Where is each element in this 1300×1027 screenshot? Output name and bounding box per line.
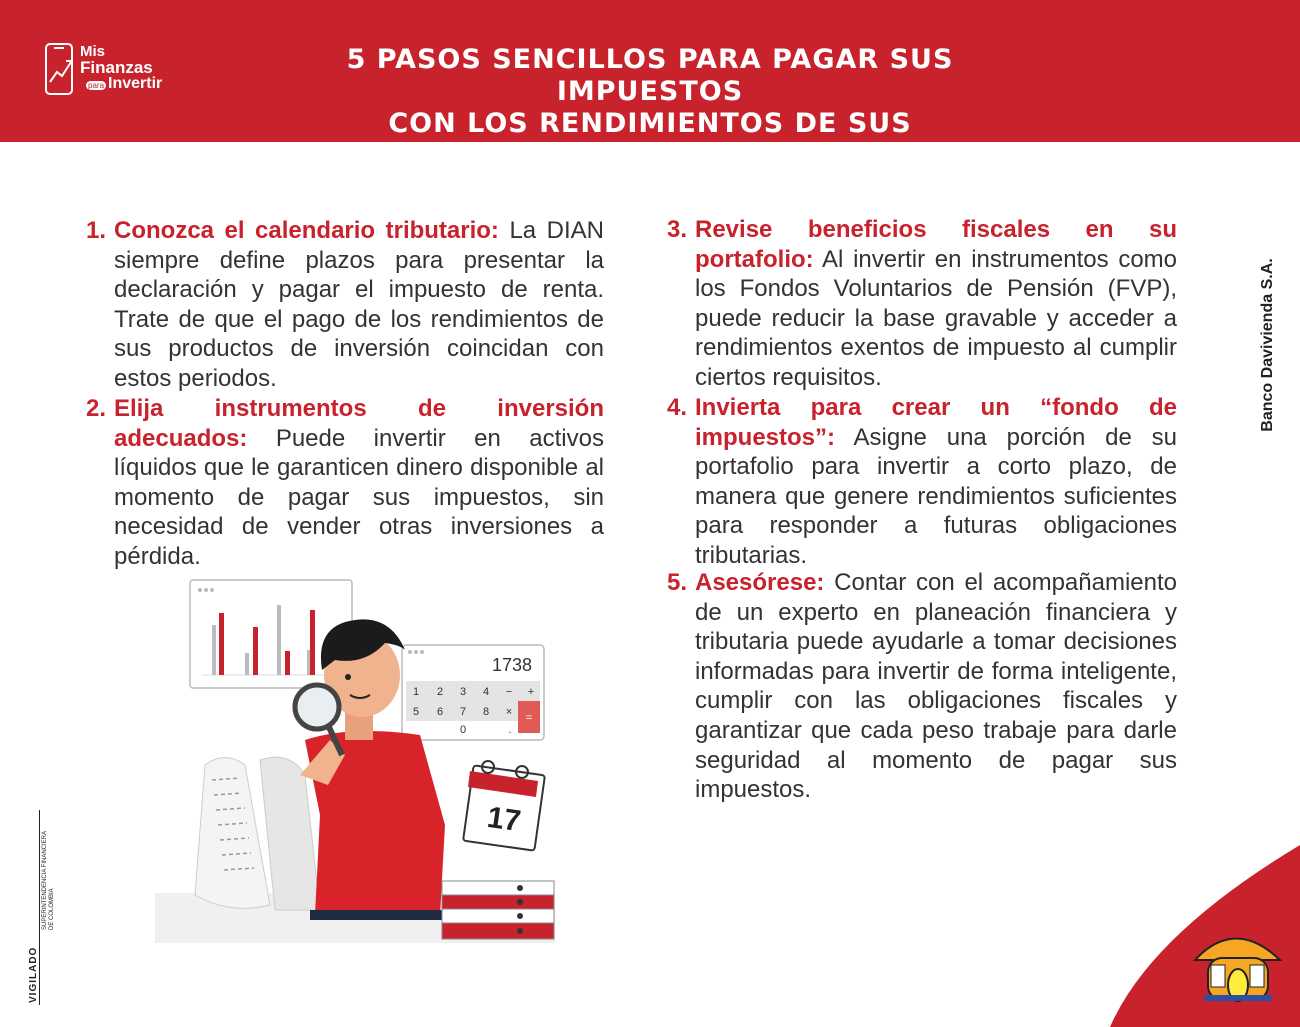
logo-line-2: Finanzas bbox=[80, 58, 153, 77]
receipt-paper bbox=[195, 757, 320, 910]
header-banner bbox=[0, 0, 1300, 171]
calc-key: 7 bbox=[459, 706, 467, 718]
mis-finanzas-logo[interactable] bbox=[44, 42, 184, 102]
step-number: 5. bbox=[667, 569, 688, 596]
tax-illustration bbox=[150, 575, 570, 945]
bank-name: Banco Davivienda S.A. bbox=[1259, 258, 1276, 432]
step-body: Puede invertir en activos líquidos que le garanticen dinero disponible al momento de pagar sus impuestos, sin necesidad de vender otras inversiones a pérdida. bbox=[114, 424, 604, 570]
page-title bbox=[300, 44, 1000, 172]
calc-key: + bbox=[527, 686, 535, 698]
superintendencia-line-1: SUPERINTENDENCIA FINANCIERA bbox=[42, 830, 48, 930]
logo-line-1: Mis bbox=[80, 43, 106, 60]
calc-key: 3 bbox=[459, 686, 467, 698]
bank-name-vertical bbox=[1258, 250, 1278, 440]
step-body: La DIAN siempre define plazos para presentar la declaración y pagar el impuesto de renta. Trate de que el pago de los rendimientos de sus productos de inversión coincidan con estos periodos. bbox=[114, 217, 604, 392]
calc-key: 0 bbox=[459, 724, 467, 736]
step-heading: Asesórese: bbox=[695, 569, 825, 596]
step-body: Al invertir en instrumentos como los Fondos Voluntarios de Pensión (FVP), puede reducir la base gravable y acceder a rendimientos exentos de impuesto al cumplir ciertos requisitos. bbox=[695, 245, 1177, 391]
step-4 bbox=[667, 393, 1177, 571]
calendar-day: 17 bbox=[485, 800, 523, 839]
calc-key: 2 bbox=[436, 686, 444, 698]
calc-key: 8 bbox=[482, 706, 490, 718]
vigilado-divider bbox=[39, 810, 40, 1005]
calc-key: 5 bbox=[412, 706, 420, 718]
step-3 bbox=[667, 215, 1177, 393]
calc-key: . bbox=[508, 724, 512, 736]
step-number: 3. bbox=[667, 216, 688, 243]
calc-key: 6 bbox=[436, 706, 444, 718]
step-body: Contar con el acompañamiento de un experto en planeación financiera y tributaria puede ayudarle a tomar decisiones informadas para invertir de forma inteligente, cumplir con las obligaciones fiscales y garantizar que cada peso trabaje para darle seguridad al momento de pagar sus impuestos. bbox=[695, 569, 1177, 804]
superintendencia-line-2: DE COLOMBIA bbox=[49, 888, 55, 930]
calculator bbox=[402, 645, 544, 740]
calc-key: 4 bbox=[482, 686, 490, 698]
step-heading: Elija instrumentos de inversión adecuados: bbox=[114, 395, 604, 452]
vigilado-seal bbox=[20, 810, 56, 1005]
step-number: 1. bbox=[86, 217, 107, 244]
binder-stack bbox=[442, 881, 554, 939]
title-line-1: 5 PASOS SENCILLOS PARA PAGAR SUS IMPUESTOS bbox=[346, 44, 954, 107]
calc-key: = bbox=[525, 712, 533, 724]
step-body: Asigne una porción de su portafolio para invertir a corto plazo, de manera que genere rendimientos suficientes para responder a futuras obligaciones tributarias. bbox=[695, 423, 1177, 569]
calc-key: − bbox=[505, 686, 513, 698]
step-heading: Invierta para crear un “fondo de impuestos”: bbox=[695, 394, 1177, 451]
calc-key: × bbox=[505, 706, 513, 718]
step-2 bbox=[86, 394, 604, 572]
step-5 bbox=[667, 568, 1177, 805]
logo-small-word: para bbox=[88, 81, 105, 90]
vigilado-label: VIGILADO bbox=[28, 946, 39, 1003]
davivienda-corner-logo[interactable] bbox=[1110, 845, 1300, 1027]
title-line-2: CON LOS RENDIMIENTOS DE SUS INVERSIONES bbox=[388, 108, 912, 171]
superintendencia-label bbox=[42, 831, 56, 930]
step-number: 2. bbox=[86, 395, 107, 422]
calc-key: 1 bbox=[412, 686, 420, 698]
step-heading: Conozca el calendario tributario: bbox=[114, 217, 499, 244]
calculator-display: 1738 bbox=[491, 655, 532, 675]
step-heading: Revise beneficios fiscales en su portafolio: bbox=[695, 216, 1177, 273]
phone-chart-icon bbox=[44, 42, 78, 98]
calendar-icon bbox=[463, 761, 545, 851]
logo-line-3: Invertir bbox=[108, 75, 163, 92]
step-number: 4. bbox=[667, 394, 688, 421]
step-1 bbox=[86, 216, 604, 394]
